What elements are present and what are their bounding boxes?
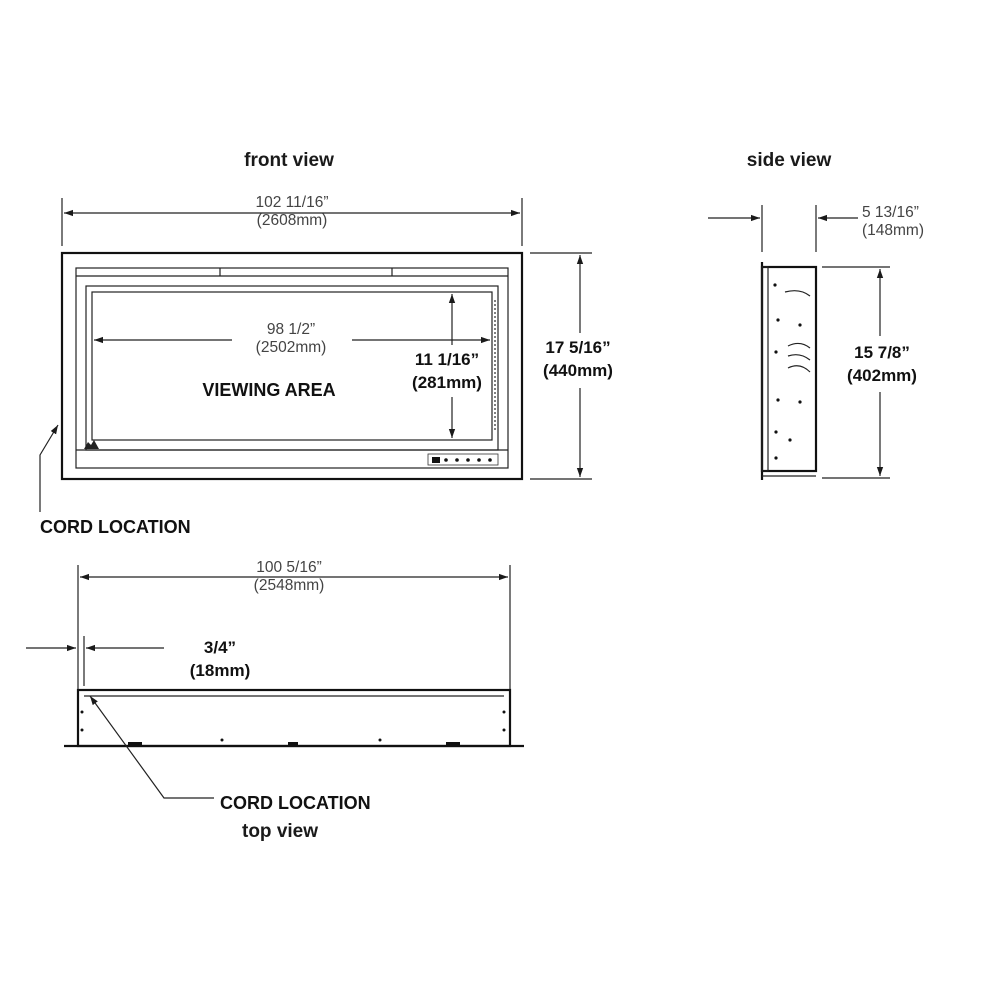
side-screw-icon — [788, 438, 791, 441]
top-screw-icon — [81, 711, 84, 714]
top-screw-icon — [503, 729, 506, 732]
top-width-label — [254, 559, 325, 595]
side-screw-icon — [798, 323, 801, 326]
side-bracket — [785, 291, 810, 372]
side-screw-icon — [773, 283, 776, 286]
viewing-width-mm: (2502mm) — [255, 339, 327, 356]
side-screw-icon — [774, 350, 777, 353]
side-view-title: side view — [746, 150, 832, 171]
side-screw-icon — [774, 430, 777, 433]
side-screw-icon — [776, 318, 779, 321]
side-depth-in: 5 13/16” — [862, 204, 919, 221]
side-screw-icon — [774, 456, 777, 459]
top-width-mm: (2548mm) — [253, 577, 325, 594]
top-width-in: 100 5/16” — [256, 559, 322, 576]
viewing-area-label: VIEWING AREA — [202, 380, 336, 400]
control-button-icon — [488, 458, 492, 462]
side-depth-mm: (148mm) — [862, 222, 925, 239]
viewing-height-label — [412, 348, 482, 394]
top-mount-tab — [128, 742, 142, 746]
control-display-icon — [432, 457, 440, 463]
side-screw-icon — [798, 400, 801, 403]
viewing-width-in: 98 1/2” — [266, 321, 316, 338]
front-height-in: 17 5/16” — [545, 338, 611, 357]
front-width-mm: (2608mm) — [256, 212, 328, 229]
top-body — [78, 690, 510, 746]
control-button-icon — [466, 458, 470, 462]
front-cord-leader — [40, 425, 58, 512]
top-screw-icon — [81, 729, 84, 732]
front-width-in: 102 11/16” — [255, 194, 329, 211]
top-screw-icon — [379, 739, 382, 742]
flange-label — [190, 636, 250, 682]
front-height-mm: (440mm) — [543, 361, 613, 380]
front-cord-location-label: CORD LOCATION — [40, 517, 191, 537]
side-depth-label — [862, 204, 924, 240]
top-screw-icon — [503, 711, 506, 714]
front-width-label — [256, 194, 329, 230]
viewing-height-in: 11 1/16” — [414, 350, 480, 369]
viewing-height-mm: (281mm) — [412, 373, 482, 392]
top-cord-location-label: CORD LOCATION — [220, 793, 371, 813]
front-view-title: front view — [244, 150, 334, 171]
control-button-icon — [444, 458, 448, 462]
control-button-icon — [477, 458, 481, 462]
side-height-mm: (402mm) — [847, 366, 917, 385]
front-height-label — [543, 336, 613, 382]
flange-mm: (18mm) — [189, 661, 251, 680]
top-view-title: top view — [242, 821, 319, 842]
flange-in: 3/4” — [203, 638, 237, 657]
control-button-icon — [455, 458, 459, 462]
top-mount-tab — [446, 742, 460, 746]
top-mount-tab — [288, 742, 298, 746]
top-screw-icon — [221, 739, 224, 742]
side-height-in: 15 7/8” — [854, 343, 910, 362]
side-screw-icon — [776, 398, 779, 401]
side-height-label — [847, 341, 917, 387]
top-view-drawing — [26, 565, 524, 798]
viewing-width-label — [256, 321, 327, 357]
